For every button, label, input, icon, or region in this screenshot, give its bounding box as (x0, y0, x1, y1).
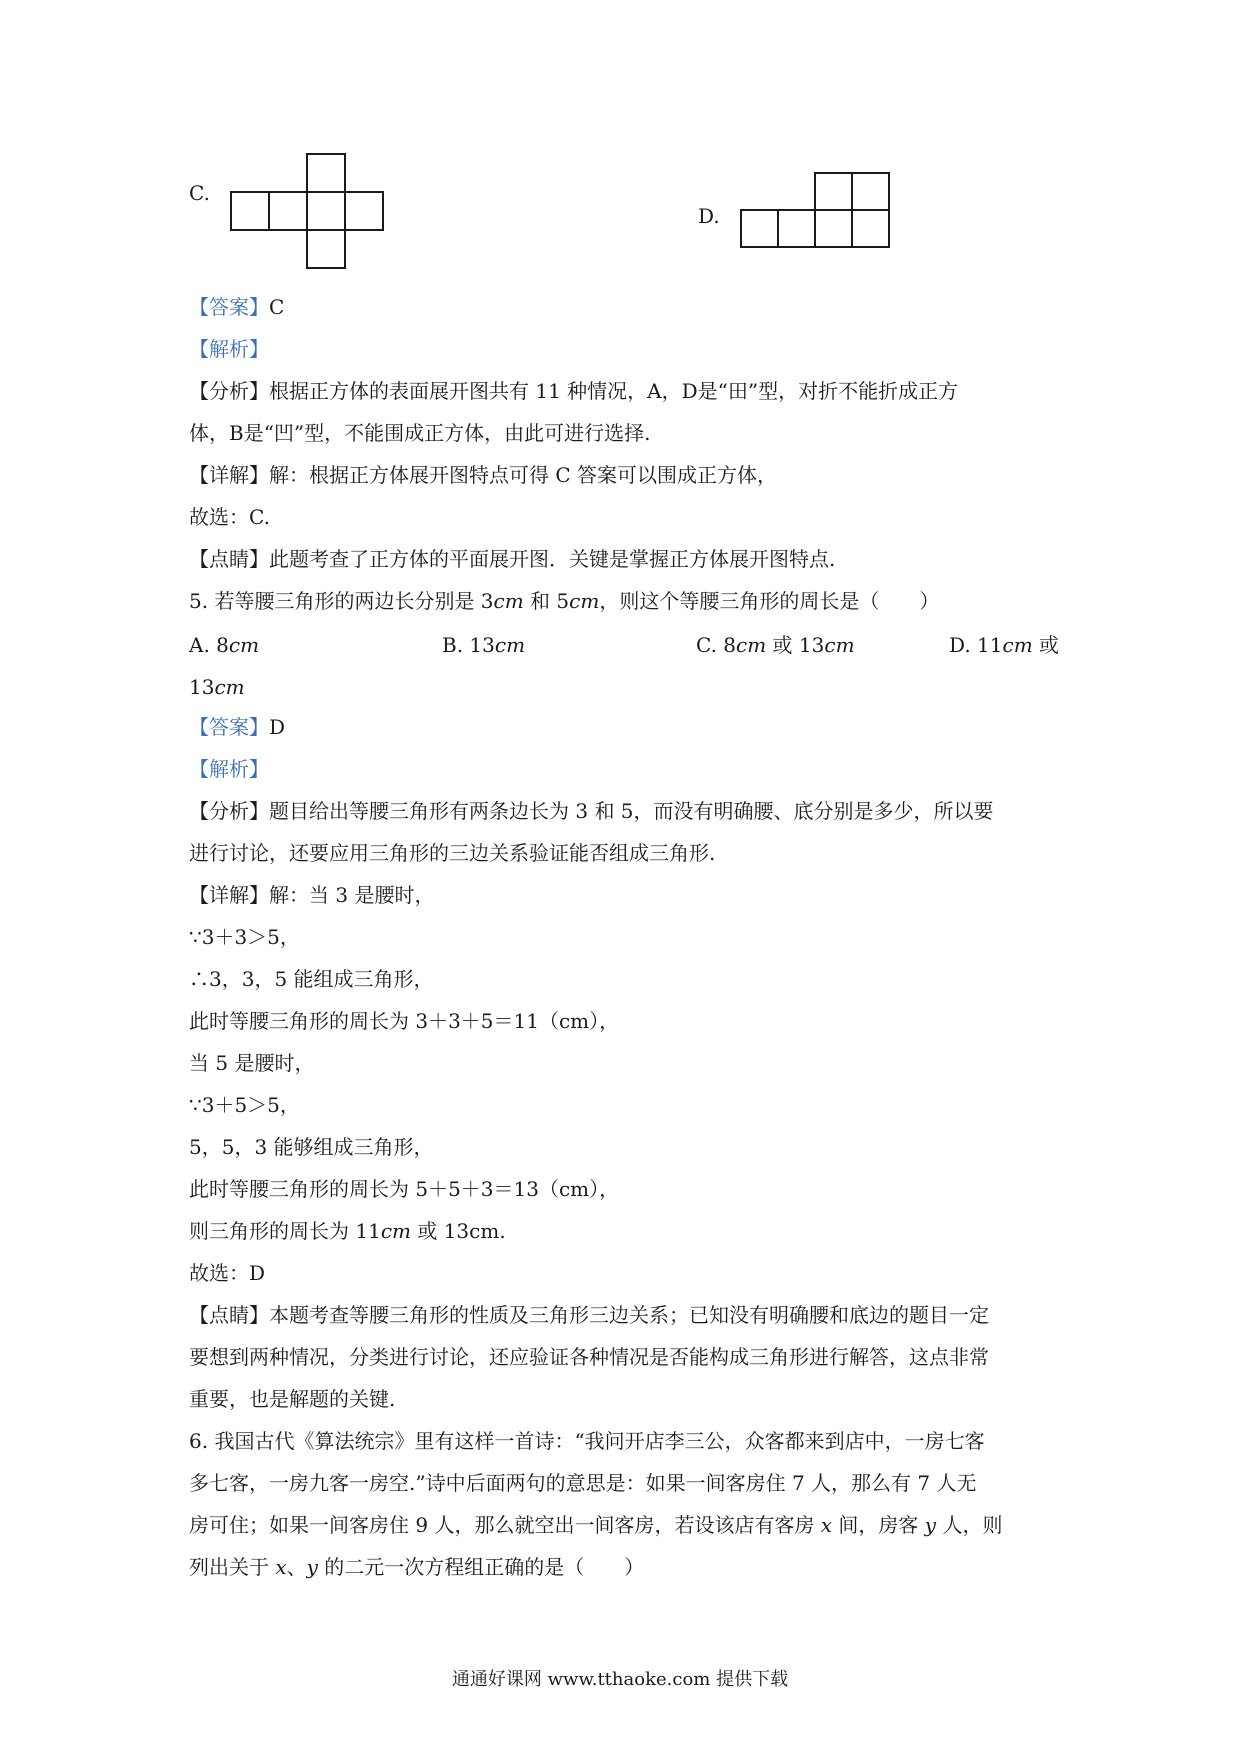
q5-choose: 故选：D (189, 1261, 266, 1285)
net-c-square (345, 192, 383, 230)
xiangjie-text: 解：根据正方体展开图特点可得 C 答案可以围成正方体， (269, 463, 778, 487)
q6-line-4 (189, 1554, 644, 1580)
option-d-text: D. 11 (949, 633, 1003, 657)
q5-step: ∵3＋5＞5， (189, 1093, 300, 1117)
conclusion-unit: cm (380, 1219, 411, 1243)
net-d-square (852, 210, 889, 247)
q4-fenxi-line-1 (189, 378, 958, 404)
q5-xiangjie-line-1 (189, 882, 434, 908)
dianjing-tag: 【点睛】 (189, 547, 269, 571)
fenxi-text: 题目给出等腰三角形有两条边长为 3 和 5，而没有明确腰、底分别是多少，所以要 (269, 799, 994, 823)
option-a-text: A. 8 (189, 633, 229, 657)
q4-choose: 故选：C. (189, 505, 270, 529)
xiangjie-tag: 【详解】 (189, 463, 269, 487)
option-d-cube-net (740, 172, 900, 252)
q5-answer (189, 714, 285, 740)
q6-line-4-mid: 、 (286, 1555, 307, 1579)
q5-step: 此时等腰三角形的周长为 5＋5＋3＝13（cm）， (189, 1177, 620, 1201)
q6-line-4-pre: 列出关于 (189, 1555, 276, 1579)
q5-option-d-wrap (189, 674, 245, 700)
q5-fenxi-line-1 (189, 798, 994, 824)
q5-option-d (949, 632, 1059, 658)
q5-question (189, 588, 939, 614)
answer-value: D (269, 715, 286, 739)
net-c-square (307, 154, 345, 192)
q6-line-4-post: 的二元一次方程组正确的是（ ） (317, 1555, 645, 1579)
option-d-wrap-text: 13 (189, 675, 215, 699)
fenxi-tag: 【分析】 (189, 379, 269, 403)
analysis-tag: 【解析】 (189, 337, 269, 361)
option-unit: cm (1002, 633, 1033, 657)
q5-step: 当 5 是腰时， (189, 1051, 315, 1075)
q5-question-post: ，则这个等腰三角形的周长是（ ） (599, 589, 940, 613)
option-c-mid: 或 13 (766, 633, 825, 657)
option-c-label: C. (189, 181, 210, 205)
q5-option-a (189, 632, 259, 658)
option-unit: cm (228, 633, 260, 657)
net-d-square (778, 210, 815, 247)
net-c-square (307, 192, 345, 230)
option-d-mid: 或 (1032, 633, 1060, 657)
q5-question-mid: 和 5 (523, 589, 570, 613)
q5-step: 5，5，3 能够组成三角形， (189, 1135, 434, 1159)
net-d-square (815, 173, 852, 210)
q4-answer (189, 294, 284, 320)
q5-step: ∴3，3，5 能组成三角形， (189, 967, 434, 991)
xiangjie-tag: 【详解】 (189, 883, 269, 907)
dianjing-tag: 【点睛】 (189, 1303, 269, 1327)
answer-tag: 【答案】 (189, 715, 269, 739)
net-c-square (307, 230, 345, 268)
xiangjie-text: 解：当 3 是腰时， (269, 883, 435, 907)
var-x: x (275, 1555, 287, 1579)
net-d-square (852, 173, 889, 210)
q6-line-3-mid: 间，房客 (832, 1513, 925, 1537)
option-b-text: B. 13 (442, 633, 495, 657)
q5-unit: cm (493, 589, 524, 613)
answer-tag: 【答案】 (189, 295, 269, 319)
fenxi-tag: 【分析】 (189, 799, 269, 823)
q5-dianjing-line-3: 重要，也是解题的关键. (189, 1387, 396, 1411)
q6-line-3-post: 人，则 (936, 1513, 1003, 1537)
q5-conclusion (189, 1218, 506, 1244)
net-c-square (269, 192, 307, 230)
option-unit: cm (824, 633, 855, 657)
q5-question-pre: 5. 若等腰三角形的两边长分别是 3 (189, 589, 494, 613)
q6-line-2: 多七客，一房九客一房空.”诗中后面两句的意思是：如果一间客房住 7 人，那么有 7 人无 (189, 1471, 977, 1495)
var-y: y (924, 1513, 937, 1537)
q5-unit: cm (569, 589, 600, 613)
q5-fenxi-line-2: 进行讨论，还要应用三角形的三边关系验证能否组成三角形. (189, 841, 716, 865)
option-unit: cm (494, 633, 526, 657)
option-c-cube-net (230, 152, 390, 274)
conclusion-post: 或 13cm. (410, 1219, 506, 1243)
answer-value: C (269, 295, 285, 319)
q5-analysis-heading (189, 756, 269, 782)
q5-dianjing-line-1 (189, 1302, 989, 1328)
q4-fenxi-line-2: 体，B是“凹”型，不能围成正方体，由此可进行选择. (189, 421, 651, 445)
option-c-text: C. 8 (696, 633, 737, 657)
net-d-square (741, 210, 778, 247)
q5-step: ∵3＋3＞5， (189, 925, 300, 949)
q5-step: 此时等腰三角形的周长为 3＋3＋5＝11（cm）， (189, 1009, 620, 1033)
var-y: y (306, 1555, 318, 1579)
dianjing-text: 此题考查了正方体的平面展开图．关键是掌握正方体展开图特点. (269, 547, 836, 571)
q6-line-1: 6. 我国古代《算法统宗》里有这样一首诗：“我问开店李三公，众客都来到店中，一房七客 (189, 1429, 985, 1453)
q6-line-3-pre: 房可住；如果一间客房住 9 人，那么就空出一间客房，若设该店有客房 (189, 1513, 821, 1537)
net-c-square (231, 192, 269, 230)
option-d-label: D. (698, 204, 720, 228)
page-footer: 通通好课网 www.tthaoke.com 提供下载 (451, 1669, 789, 1690)
q5-option-c (696, 632, 855, 658)
net-d-square (815, 210, 852, 247)
var-x: x (820, 1513, 833, 1537)
conclusion-pre: 则三角形的周长为 11 (189, 1219, 381, 1243)
q4-xiangjie-line-1 (189, 462, 777, 488)
option-unit: cm (736, 633, 767, 657)
q4-analysis-heading (189, 336, 269, 362)
dianjing-text: 本题考查等腰三角形的性质及三角形三边关系；已知没有明确腰和底边的题目一定 (269, 1303, 989, 1327)
q5-option-b (442, 632, 525, 658)
q5-dianjing-line-2: 要想到两种情况，分类进行讨论，还应验证各种情况是否能构成三角形进行解答，这点非常 (189, 1345, 989, 1369)
q6-line-3 (189, 1512, 1002, 1538)
fenxi-text: 根据正方体的表面展开图共有 11 种情况，A，D是“田”型，对折不能折成正方 (269, 379, 959, 403)
q4-dianjing (189, 546, 835, 572)
analysis-tag: 【解析】 (189, 757, 269, 781)
option-unit: cm (214, 675, 245, 699)
